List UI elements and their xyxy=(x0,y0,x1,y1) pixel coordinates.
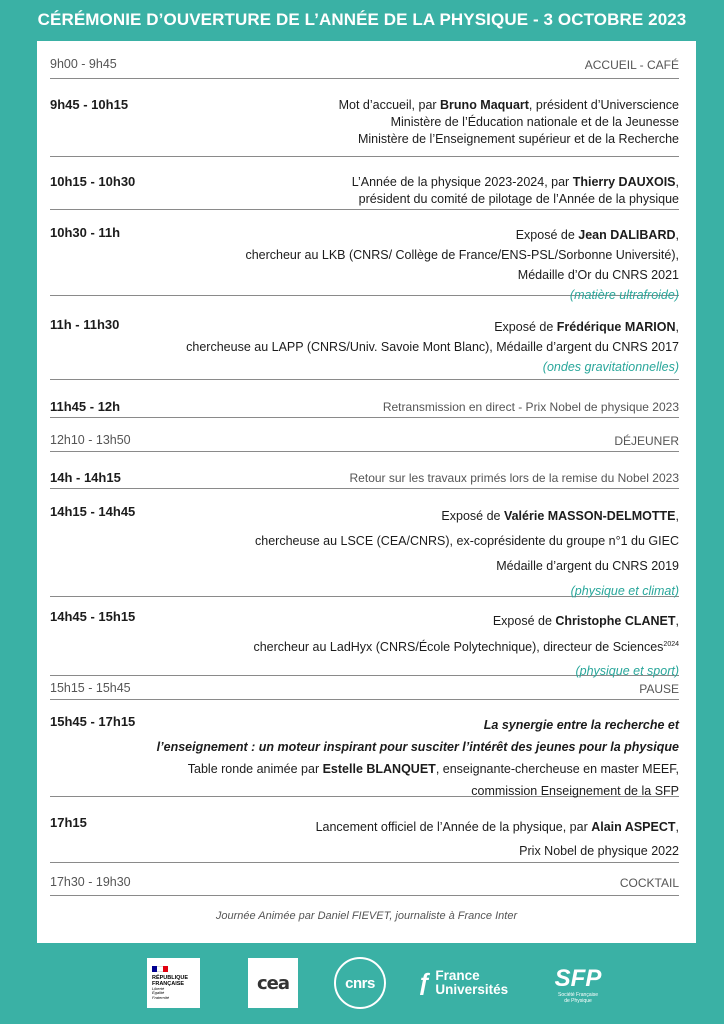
description-text: Table ronde animée par xyxy=(187,762,323,776)
schedule-description xyxy=(620,875,679,892)
description-text: Ministère de l’Éducation nationale et de la Jeunesse xyxy=(390,115,679,129)
description-line xyxy=(339,131,679,148)
schedule-row xyxy=(50,308,679,380)
schedule-time: 15h15 - 15h45 xyxy=(50,681,131,695)
sfp-line-1: Société Française xyxy=(557,992,599,998)
schedule-row xyxy=(50,601,679,679)
schedule-row xyxy=(50,708,679,797)
schedule-time: 14h - 14h15 xyxy=(50,470,121,485)
schedule-row xyxy=(50,89,679,157)
description-text: , xyxy=(675,614,679,628)
description-text: PAUSE xyxy=(639,682,679,696)
description-line xyxy=(157,714,679,736)
description-line xyxy=(614,433,679,450)
description-text: président du comité de pilotage de l’Année de la physique xyxy=(358,192,679,206)
description-line xyxy=(255,504,679,529)
description-line xyxy=(639,681,679,698)
description-text: , xyxy=(675,509,679,523)
topic-label: (ondes gravitationnelles) xyxy=(542,360,679,374)
description-line xyxy=(245,265,679,285)
schedule-description xyxy=(585,57,679,74)
schedule-description xyxy=(186,317,679,377)
schedule-description xyxy=(383,399,679,416)
description-line xyxy=(620,875,679,892)
cnrs-logo: cnrs xyxy=(334,957,386,1009)
schedule-row xyxy=(50,462,679,489)
schedule-time: 11h - 11h30 xyxy=(50,317,120,332)
schedule-description xyxy=(157,714,679,802)
description-line xyxy=(157,758,679,780)
schedule-time: 9h45 - 10h15 xyxy=(50,97,129,112)
fu-line-2: Universités xyxy=(435,982,509,997)
description-text: chercheur au LKB (CNRS/ Collège de France/ENS-PSL/Sorbonne Université), xyxy=(245,248,679,262)
topic-label: (physique et climat) xyxy=(570,584,679,598)
french-flag-icon xyxy=(152,966,168,972)
description-line xyxy=(157,780,679,802)
description-line xyxy=(253,609,679,633)
schedule-description xyxy=(614,433,679,450)
description-text: 2024 xyxy=(663,641,679,648)
schedule-time: 14h45 - 15h15 xyxy=(50,609,136,624)
topic-label: (matière ultrafroide) xyxy=(569,288,679,302)
cea-logo: cea xyxy=(248,958,298,1008)
description-text: chercheur au LadHyx (CNRS/École Polytechnique), directeur de Sciences xyxy=(253,640,664,655)
rf-line-1: RÉPUBLIQUE xyxy=(152,974,189,981)
host-note: Journée Animée par Daniel FIEVET, journaliste à France Inter xyxy=(215,910,518,922)
description-text: , xyxy=(675,820,679,834)
topic-label: (physique et sport) xyxy=(575,664,679,679)
speaker-name: Alain ASPECT xyxy=(591,820,676,834)
schedule-row xyxy=(50,166,679,210)
speaker-name: Christophe CLANET xyxy=(555,614,676,628)
schedule-description xyxy=(253,609,679,683)
description-text: chercheuse au LAPP (CNRS/Univ. Savoie Mont Blanc), Médaille d’argent du CNRS 2017 xyxy=(186,340,679,354)
schedule-time: 14h15 - 14h45 xyxy=(50,504,136,519)
schedule-row xyxy=(50,678,679,700)
description-text: Médaille d’argent du CNRS 2019 xyxy=(496,559,679,573)
speaker-name: Estelle BLANQUET xyxy=(322,762,436,776)
schedule-row xyxy=(50,219,679,302)
description-text: Exposé de xyxy=(441,509,504,523)
france-universites-mark-icon: ƒ xyxy=(418,969,432,996)
description-text: Exposé de xyxy=(494,320,557,334)
description-line xyxy=(585,57,679,74)
description-line xyxy=(186,357,679,377)
description-text: , président d’Universcience xyxy=(528,98,679,112)
republique-francaise-logo xyxy=(147,958,200,1008)
description-line xyxy=(316,815,679,839)
rf-motto-2: Égalité xyxy=(152,990,165,996)
schedule-description xyxy=(255,504,679,604)
schedule-row xyxy=(50,391,679,418)
schedule-description xyxy=(639,681,679,698)
description-text: L’Année de la physique 2023-2024, par xyxy=(351,175,573,189)
schedule-time: 12h10 - 13h50 xyxy=(50,433,131,447)
schedule-description xyxy=(350,470,679,487)
schedule-time: 15h45 - 17h15 xyxy=(50,714,136,729)
sfp-mark: SFP xyxy=(554,965,602,992)
speaker-name: Bruno Maquart xyxy=(440,98,529,112)
description-text: , xyxy=(675,228,679,242)
rf-motto-1: Liberté xyxy=(152,985,165,991)
schedule-description xyxy=(245,225,679,305)
schedule-row xyxy=(50,808,679,863)
schedule-time: 10h30 - 11h xyxy=(50,225,121,240)
description-line xyxy=(253,633,679,659)
sfp-logo xyxy=(548,959,608,1011)
page-title: CÉRÉMONIE D’OUVERTURE DE L’ANNÉE DE LA PHYSIQUE - 3 OCTOBRE 2023 xyxy=(37,10,687,29)
description-text: , xyxy=(675,175,679,189)
description-text: Retour sur les travaux primés lors de la remise du Nobel 2023 xyxy=(349,471,679,485)
schedule-description xyxy=(316,815,679,863)
speaker-name: Thierry DAUXOIS xyxy=(572,175,676,189)
description-text: chercheuse au LSCE (CEA/CNRS), ex-coprésidente du groupe n°1 du GIEC xyxy=(255,534,679,548)
description-line xyxy=(186,337,679,357)
description-text: Prix Nobel de physique 2022 xyxy=(519,844,679,858)
rf-line-2: FRANÇAISE xyxy=(152,980,185,987)
description-text: l’enseignement : un moteur inspirant pour susciter l’intérêt des jeunes pour la physique xyxy=(156,740,679,754)
speaker-name: Valérie MASSON-DELMOTTE xyxy=(503,509,676,523)
partner-logos xyxy=(0,955,724,1013)
description-line xyxy=(245,225,679,245)
schedule-description xyxy=(339,97,679,148)
schedule-time: 17h15 xyxy=(50,815,87,830)
description-line xyxy=(339,114,679,131)
description-line xyxy=(339,97,679,114)
description-line xyxy=(245,285,679,305)
description-line xyxy=(352,174,679,191)
description-text: Exposé de xyxy=(492,614,556,628)
description-text: La synergie entre la recherche et xyxy=(483,718,679,732)
schedule-row xyxy=(50,869,679,896)
france-universites-logo xyxy=(418,965,528,1001)
description-line xyxy=(245,245,679,265)
description-line xyxy=(316,839,679,863)
description-line xyxy=(352,191,679,208)
description-line xyxy=(157,736,679,758)
description-text: Lancement officiel de l’Année de la physique, par xyxy=(315,820,592,834)
description-text: Retransmission en direct - Prix Nobel de physique 2023 xyxy=(382,400,679,414)
schedule-row xyxy=(50,48,679,79)
description-text: ACCUEIL - CAFÉ xyxy=(584,58,679,72)
schedule-time: 11h45 - 12h xyxy=(50,399,121,414)
description-line xyxy=(383,399,679,416)
description-text: , enseignante-chercheuse en master MEEF, xyxy=(435,762,679,776)
description-line xyxy=(186,317,679,337)
description-text: Médaille d’Or du CNRS 2021 xyxy=(517,268,679,282)
schedule-time: 17h30 - 19h30 xyxy=(50,875,131,889)
description-text: , xyxy=(675,320,679,334)
schedule-row xyxy=(50,496,679,597)
schedule-time: 10h15 - 10h30 xyxy=(50,174,136,189)
schedule-row xyxy=(50,423,679,452)
description-text: DÉJEUNER xyxy=(614,434,679,448)
schedule-panel xyxy=(37,41,696,943)
description-line xyxy=(255,554,679,579)
description-line xyxy=(350,470,679,487)
description-text: COCKTAIL xyxy=(619,876,679,890)
description-text: Exposé de xyxy=(515,228,579,242)
description-text: Mot d’accueil, par xyxy=(338,98,441,112)
fu-line-1: France xyxy=(435,968,480,983)
description-line xyxy=(255,529,679,554)
rf-motto-3: Fraternité xyxy=(152,994,170,1000)
speaker-name: Frédérique MARION xyxy=(556,320,676,334)
schedule-time: 9h00 - 9h45 xyxy=(50,57,117,71)
speaker-name: Jean DALIBARD xyxy=(578,228,676,242)
description-text: Ministère de l’Enseignement supérieur et de la Recherche xyxy=(357,132,679,146)
sfp-line-2: de Physique xyxy=(564,998,592,1004)
description-text: commission Enseignement de la SFP xyxy=(471,784,679,798)
schedule-description xyxy=(352,174,679,208)
